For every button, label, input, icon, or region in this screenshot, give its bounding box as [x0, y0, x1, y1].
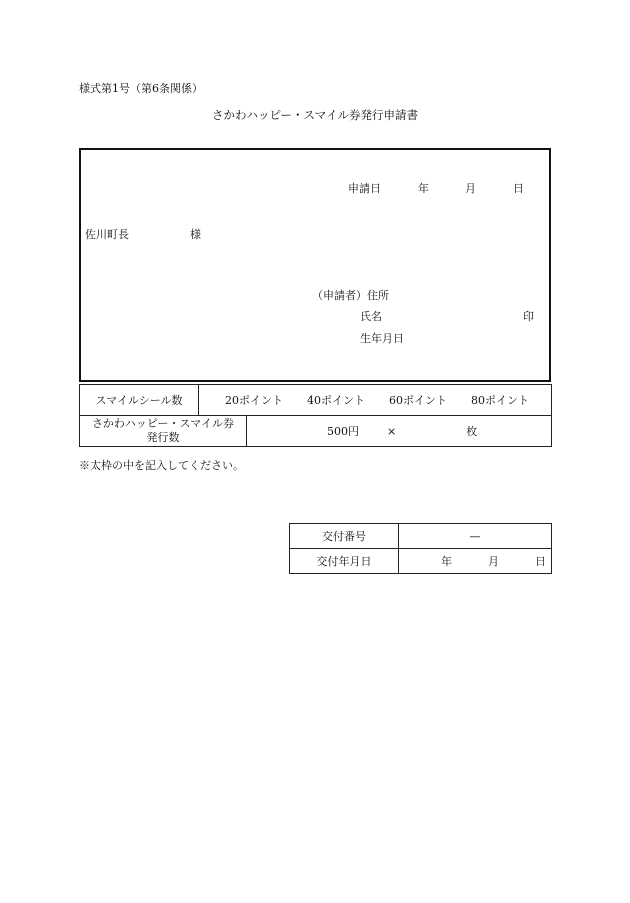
application-year: 年	[418, 182, 429, 195]
option-40: 40ポイント	[307, 394, 365, 407]
ticket-count-cell	[247, 416, 552, 447]
times-sign: ×	[387, 425, 397, 438]
birthdate-label: 生年月日	[360, 332, 404, 345]
ticket-table	[79, 415, 552, 447]
ticket-row	[80, 416, 552, 447]
smile-seal-row	[80, 385, 552, 416]
issue-number-label: 交付番号	[290, 524, 399, 549]
instruction-note: ※太枠の中を記入してください。	[79, 459, 244, 472]
application-date-label: 申請日	[348, 182, 381, 195]
option-80: 80ポイント	[471, 394, 529, 407]
issue-number-row	[290, 524, 552, 549]
ticket-amount: 500円	[327, 425, 359, 438]
addressee: 佐川町長	[85, 228, 129, 241]
issue-year: 年	[441, 555, 452, 568]
application-month: 月	[465, 182, 476, 195]
applicant-name-label: 氏名	[360, 310, 382, 323]
honorific: 様	[190, 228, 201, 241]
applicant-address-label: （申請者）住所	[312, 289, 389, 302]
issue-number-value: —	[399, 524, 552, 549]
option-60: 60ポイント	[389, 394, 447, 407]
issue-month: 月	[488, 555, 499, 568]
application-box	[79, 148, 551, 382]
ticket-label-line2: 発行数	[146, 431, 180, 444]
document-title: さかわハッピー・スマイル券発行申請書	[211, 108, 419, 122]
smile-seal-table	[79, 384, 552, 416]
smile-seal-options	[199, 385, 552, 416]
issue-date-row	[290, 549, 552, 574]
form-reference: 様式第1号（第6条関係）	[79, 82, 203, 95]
option-20: 20ポイント	[225, 394, 283, 407]
ticket-label-line1: さかわハッピー・スマイル券	[91, 417, 235, 430]
ticket-unit: 枚	[466, 425, 478, 438]
seal-mark: 印	[523, 310, 534, 323]
issue-table	[289, 523, 552, 574]
issue-date-value	[399, 549, 552, 574]
issue-date-label: 交付年月日	[290, 549, 399, 574]
application-day: 日	[513, 182, 524, 195]
smile-seal-label: スマイルシール数	[80, 385, 199, 416]
issue-day: 日	[535, 555, 546, 568]
ticket-label	[80, 416, 247, 447]
